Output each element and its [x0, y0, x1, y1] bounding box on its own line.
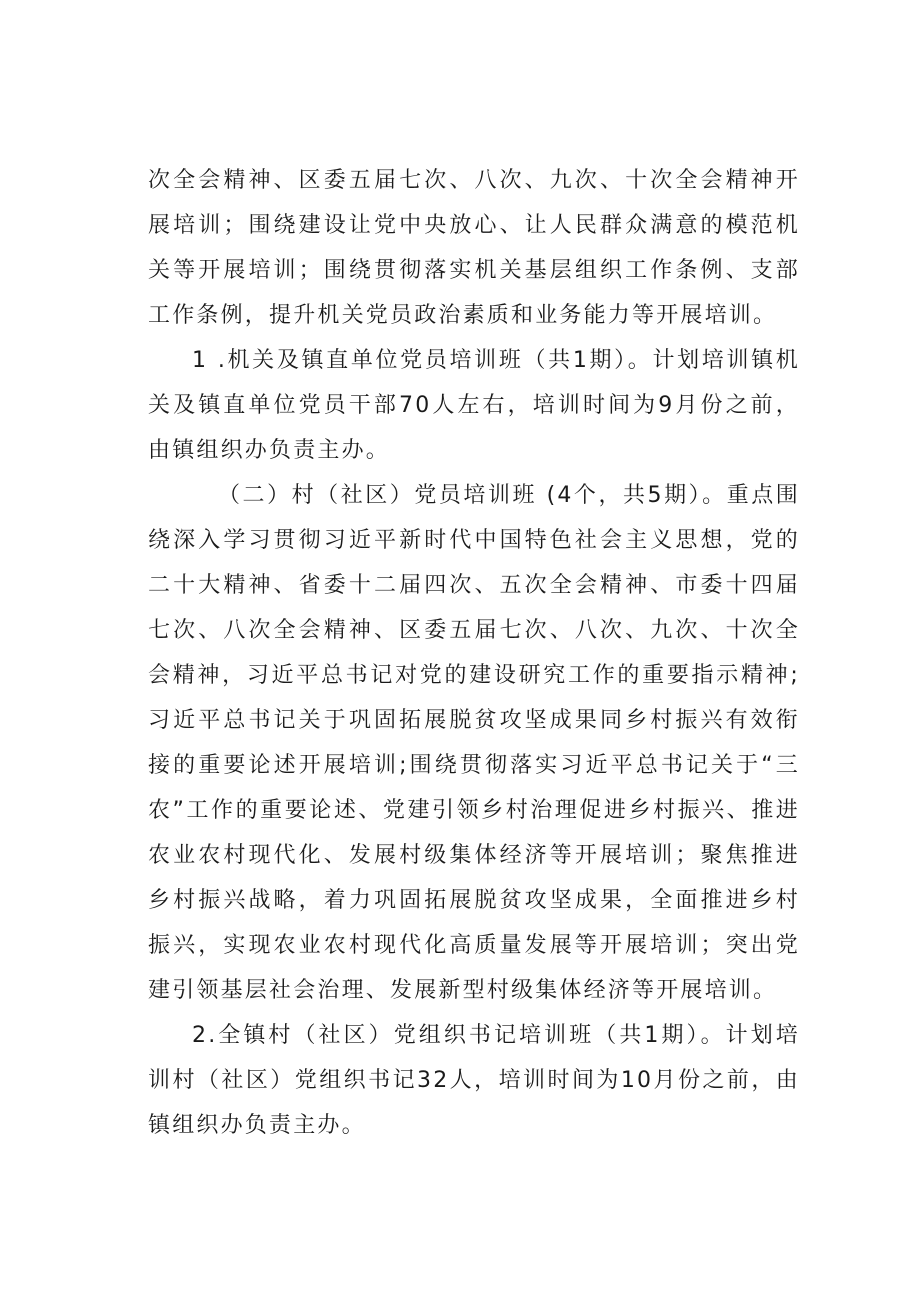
- document-body: [148, 158, 800, 1148]
- paragraph-continuation: 次全会精神、区委五届七次、八次、九次、十次全会精神开展培训；围绕建设让党中央放心、让人民群众满意的模范机关等开展培训；围绕贯彻落实机关基层组织工作条例、支部工作条例，提升机关党员政治素质和业务能力等开展培训。: [148, 168, 800, 328]
- paragraph-item-1: 1 .机关及镇直单位党员培训班（共1期）。计划培训镇机关及镇直单位党员干部70人左右，培训时间为9月份之前，由镇组织办负责主办。: [148, 348, 800, 463]
- paragraph-section-2: （二）村（社区）党员培训班 (4个，共5期）。重点围绕深入学习贯彻习近平新时代中国特色社会主义思想，党的二十大精神、省委十二届四次、五次全会精神、市委十四届七次、八次全会精神、区委五届七次、八次、九次、十次全会精神，习近平总书记对党的建设研究工作的重要指示精神;习近平总书记关于巩固拓展脱贫攻坚成果同乡村振兴有效衔接的重要论述开展培训;围绕贯彻落实习近平总书记关于“三农”工作的重要论述、党建引领乡村治理促进乡村振兴、推进农业农村现代化、发展村级集体经济等开展培训；聚焦推进乡村振兴战略，着力巩固拓展脱贫攻坚成果，全面推进乡村振兴，实现农业农村现代化高质量发展等开展培训；突出党建引领基层社会治理、发展新型村级集体经济等开展培训。: [148, 483, 800, 1003]
- paragraph-item-2: 2.全镇村（社区）党组织书记培训班（共1期）。计划培训村（社区）党组织书记32人，培训时间为10月份之前，由镇组织办负责主办。: [148, 1023, 800, 1138]
